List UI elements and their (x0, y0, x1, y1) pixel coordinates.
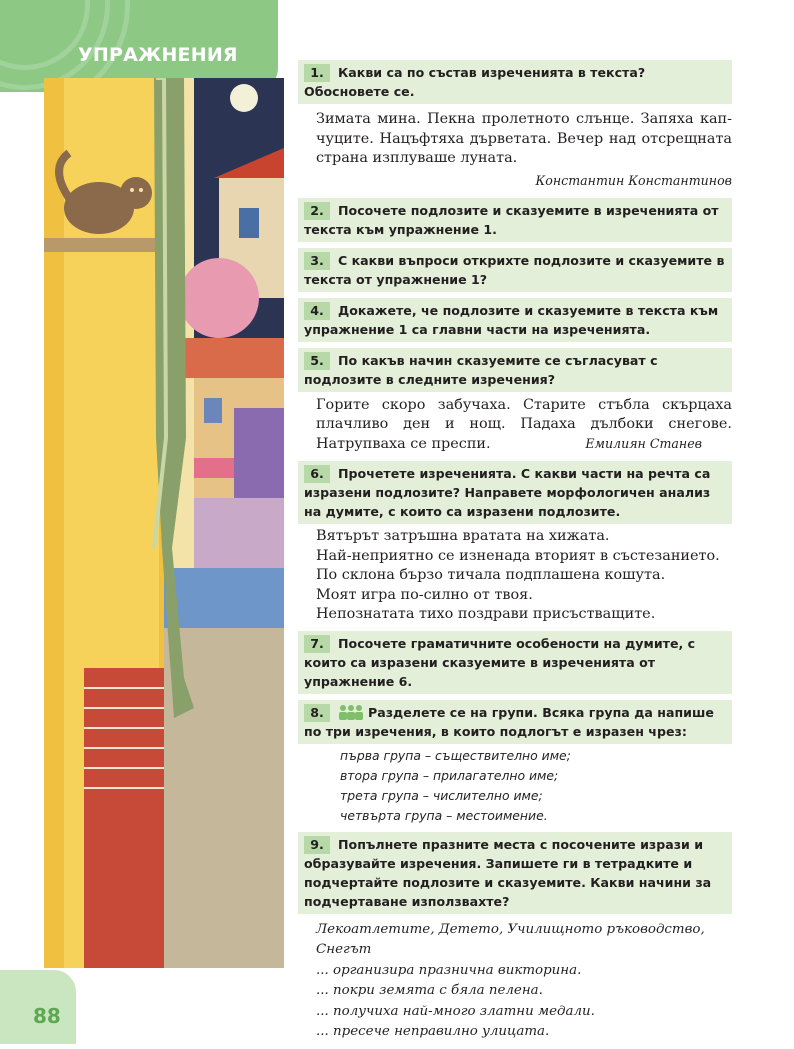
sentence: Непознатата тихо поздрави присъстващите. (316, 606, 656, 623)
group-item: четвърта група – местоимение. (340, 807, 548, 823)
author: Емилиян Станев (585, 436, 702, 451)
fill-in-line: ... организира празнична викторина. (316, 962, 582, 978)
exercise-number: 6. (304, 465, 330, 483)
group-item: втора група – прилагателно име; (340, 767, 559, 783)
sentence: Моят игра по-силно от твоя. (316, 586, 533, 603)
page-number: 88 (33, 1004, 61, 1028)
exercise-heading (298, 631, 732, 694)
exercises (298, 60, 732, 1049)
author: Константин Константинов (535, 172, 732, 188)
fill-in-line: ... получиха най-много златни медали. (316, 1003, 595, 1019)
fill-in-line: ... покри земята с бяла пелена. (316, 983, 543, 999)
exercise-number: 8. (304, 704, 330, 722)
exercise-heading (298, 832, 732, 914)
exercise-9 (298, 832, 732, 1043)
exercise-text: Горите скоро забучаха. Старите стъбла скърцаха плачливо ден и нощ. Падаха дълбоки снегове. Натрупваха се преспи. (316, 396, 732, 452)
fill-in-list (298, 914, 732, 1043)
exercise-5 (298, 348, 732, 456)
sentence: Най-неприятно се изненада вторият в състезанието. (316, 547, 720, 564)
exercise-prompt: Какви са по състав изреченията в текста? Обосновете се. (304, 65, 646, 99)
sentence: По склона бързо тичала подплашена кошута. (316, 567, 666, 584)
illustration-cat-drainpipe (44, 78, 284, 968)
sentence-list (298, 524, 732, 625)
group-list (298, 744, 732, 826)
exercise-prompt: Прочетете изреченията. С какви части на речта са изразени подлозите? Направете морфологичен анализ на думите, с които са изразени подлозите. (304, 466, 711, 519)
exercise-heading (298, 198, 732, 242)
exercise-prompt: Посочете подлозите и сказуемите в изреченията от текста към упражнение 1. (304, 202, 719, 237)
exercise-number: 9. (304, 836, 330, 854)
exercise-heading (298, 60, 732, 104)
exercise-number: 7. (304, 635, 330, 653)
sentence: Вятърът затръшна вратата на хижата. (316, 528, 610, 544)
exercise-number: 3. (304, 252, 330, 270)
exercise-8 (298, 700, 732, 826)
exercise-prompt: Посочете граматичните особености на думите, с които са изразени сказуемите в изреченията от упражнение 6. (304, 635, 696, 689)
exercise-3 (298, 248, 732, 292)
exercise-number: 4. (304, 302, 330, 320)
word-bank: Лекоатлетите, Детето, Училищното ръководство, Снегът (316, 921, 705, 958)
exercise-prompt: Докажете, че подлозите и сказуемите в текста към упражнение 1 са главни части на изреченията. (304, 302, 719, 337)
exercise-prompt: С какви въпроси открихте подлозите и сказуемите в текста от упражнение 1? (304, 252, 725, 287)
exercise-prompt: По какъв начин сказуемите се съгласуват с подлозите в следните изречения? (304, 352, 658, 387)
exercise-text: Зимата мина. Пекна пролетното слънце. Запяха капчуците. Нацъфтяха дърветата. Вечер над отсрещната страна изплуваше луната. (316, 111, 732, 166)
exercise-heading (298, 298, 732, 342)
exercise-prompt: Попълнете празните места с посочените изрази и образувайте изречения. Запишете ги в тетрадките и подчертайте подлозите и сказуемите. Какви начини за подчертаване използвахте? (304, 836, 712, 909)
exercise-7 (298, 631, 732, 694)
exercise-heading (298, 461, 732, 524)
exercise-number: 1. (304, 64, 330, 82)
section-title: УПРАЖНЕНИЯ (78, 44, 238, 66)
exercise-number: 5. (304, 352, 330, 370)
group-item: първа група – съществително име; (340, 747, 571, 763)
exercise-1 (298, 60, 732, 192)
group-item: трета група – числително име; (340, 787, 543, 803)
exercise-number: 2. (304, 202, 330, 220)
exercise-4 (298, 298, 732, 342)
exercise-heading (298, 348, 732, 392)
exercise-prompt: Разделете се на групи. Всяка група да напише по три изречения, в които подлогът е изразен чрез: (304, 704, 714, 739)
exercise-heading (298, 248, 732, 292)
fill-in-line: ... пресече неправилно улицата. (316, 1024, 550, 1040)
group-icon (338, 704, 364, 720)
exercise-2 (298, 198, 732, 242)
exercise-6 (298, 461, 732, 625)
exercise-heading (298, 700, 732, 744)
